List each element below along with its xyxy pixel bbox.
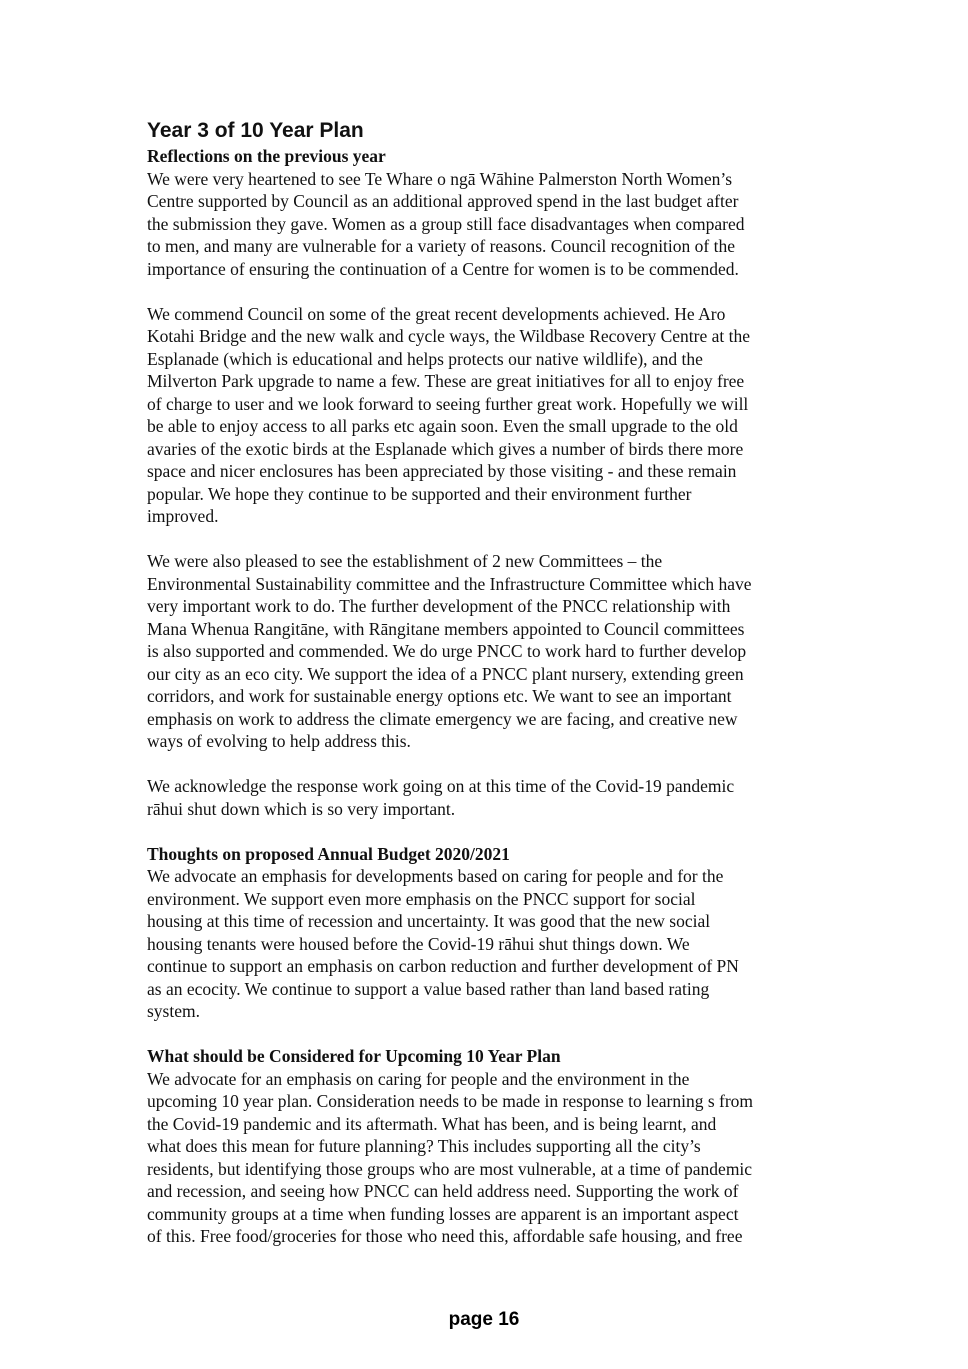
section-heading-upcoming: What should be Considered for Upcoming 10 Year Plan: [147, 1046, 561, 1066]
text-line: improved.: [147, 506, 219, 526]
paragraph-reflections-3: [147, 550, 837, 753]
text-line: upcoming 10 year plan. Consideration needs to be made in response to learning s from: [147, 1091, 754, 1111]
text-line: the Covid-19 pandemic and its aftermath. What has been, and is being learnt, and: [147, 1113, 717, 1134]
page-title: Year 3 of 10 Year Plan: [147, 119, 364, 142]
text-line: emphasis on work to address the climate emergency we are facing, and creative new: [147, 708, 738, 729]
paragraph-reflections-1: [147, 168, 837, 281]
paragraph-upcoming: [147, 1068, 837, 1248]
text-line: importance of ensuring the continuation of a Centre for women is to be commended.: [147, 258, 739, 279]
text-line: We commend Council on some of the great recent developments achieved. He Aro: [147, 303, 726, 324]
section-heading-budget: Thoughts on proposed Annual Budget 2020/2021: [147, 843, 510, 864]
text-line: Esplanade (which is educational and helps protects our native wildlife), and the: [147, 348, 703, 369]
text-line: as an ecocity. We continue to support a value based rather than land based rating: [147, 978, 710, 999]
text-line: Environmental Sustainability committee and the Infrastructure Committee which have: [147, 573, 752, 594]
text-line: space and nicer enclosures has been appreciated by those visiting - and these remain: [147, 461, 737, 481]
document-page: [147, 117, 837, 1248]
text-line: is also supported and commended. We do urge PNCC to work hard to further develop: [147, 641, 747, 661]
text-line: corridors, and work for sustainable energy options etc. We want to see an important: [147, 686, 732, 706]
text-line: of this. Free food/groceries for those who need this, affordable safe housing, and free: [147, 1226, 743, 1246]
text-line: very important work to do. The further development of the PNCC relationship with: [147, 596, 731, 616]
paragraph-reflections-4: [147, 775, 837, 820]
text-line: Milverton Park upgrade to name a few. These are great initiatives for all to enjoy free: [147, 371, 745, 391]
text-line: housing at this time of recession and uncertainty. It was good that the new social: [147, 911, 711, 931]
text-line: system.: [147, 1001, 200, 1021]
text-line: residents, but identifying those groups who are most vulnerable, at a time of pandemic: [147, 1158, 753, 1179]
text-line: Centre supported by Council as an additional approved spend in the last budget after: [147, 191, 739, 211]
text-line: housing tenants were housed before the Covid-19 rāhui shut things down. We: [147, 933, 690, 954]
text-line: rāhui shut down which is so very important.: [147, 798, 456, 819]
text-line: environment. We support even more emphasis on the PNCC support for social: [147, 888, 696, 909]
text-line: be able to enjoy access to all parks etc again soon. Even the small upgrade to the old: [147, 416, 738, 436]
section-heading-reflections: Reflections on the previous year: [147, 146, 386, 166]
text-line: the submission they gave. Women as a group still face disadvantages when compared: [147, 213, 745, 234]
text-line: what does this mean for future planning? This includes supporting all the city’s: [147, 1136, 701, 1156]
text-line: Kotahi Bridge and the new walk and cycle ways, the Wildbase Recovery Centre at the: [147, 326, 751, 346]
text-line: We advocate for an emphasis on caring for people and the environment in the: [147, 1068, 690, 1089]
text-line: Mana Whenua Rangitāne, with Rāngitane members appointed to Council committees: [147, 618, 745, 639]
text-line: continue to support an emphasis on carbon reduction and further development of PN: [147, 956, 739, 976]
text-line: ways of evolving to help address this.: [147, 731, 411, 751]
text-line: avaries of the exotic birds at the Esplanade which gives a number of birds there more: [147, 438, 744, 459]
text-line: of charge to user and we look forward to seeing further great work. Hopefully we will: [147, 393, 749, 414]
page-number: page 16: [448, 1309, 520, 1330]
text-line: We were also pleased to see the establishment of 2 new Committees – the: [147, 551, 663, 571]
text-line: our city as an eco city. We support the idea of a PNCC plant nursery, extending green: [147, 663, 744, 684]
paragraph-budget: [147, 865, 837, 1023]
text-line: community groups at a time when funding losses are apparent is an important aspect: [147, 1203, 739, 1224]
text-line: We were very heartened to see Te Whare o ngā Wāhine Palmerston North Women’s: [147, 168, 733, 189]
text-line: and recession, and seeing how PNCC can held address need. Supporting the work of: [147, 1181, 739, 1201]
paragraph-reflections-2: [147, 303, 837, 528]
text-line: We acknowledge the response work going on at this time of the Covid-19 pandemic: [147, 776, 735, 796]
text-line: to men, and many are vulnerable for a variety of reasons. Council recognition of the: [147, 236, 735, 256]
text-line: popular. We hope they continue to be supported and their environment further: [147, 483, 692, 504]
text-line: We advocate an emphasis for developments based on caring for people and for the: [147, 866, 724, 886]
